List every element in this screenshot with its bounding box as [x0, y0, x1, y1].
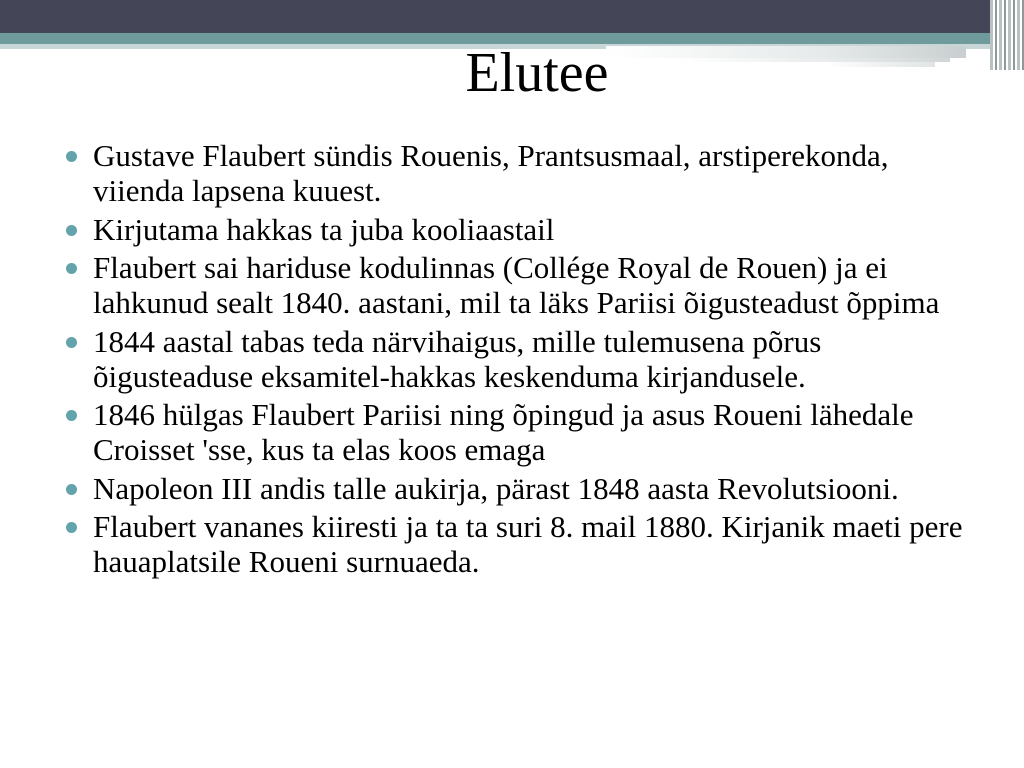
bullet-text: 1846 hülgas Flaubert Pariisi ning õpingud ja asus Roueni lähedale Croisset 'sse, kus ta elas koos emaga — [93, 397, 914, 467]
bullet-dot-icon — [66, 410, 77, 421]
bullet-item — [64, 212, 984, 247]
bullet-item — [64, 138, 984, 208]
bullet-text: Gustave Flaubert sündis Rouenis, Prantsusmaal, arstiperekonda, viienda lapsena kuuest. — [93, 138, 889, 208]
bullet-text: 1844 aastal tabas teda närvihaigus, mille tulemusena põrus õigusteaduse eksamitel-hakkas keskenduma kirjandusele. — [93, 323, 822, 394]
bullet-dot-icon — [66, 337, 77, 348]
bullet-item — [64, 324, 984, 394]
bullet-text: Flaubert vananes kiiresti ja ta ta suri 8. mail 1880. Kirjanik maeti pere hauaplatsile Roueni surnuaeda. — [93, 509, 963, 579]
bullet-item — [64, 397, 984, 467]
slide-title: Elutee — [465, 42, 609, 104]
bullet-item — [64, 509, 984, 579]
bullet-item — [64, 471, 984, 506]
bullet-dot-icon — [66, 484, 77, 495]
bullet-list — [64, 138, 984, 583]
bullet-text: Kirjutama hakkas ta juba kooliaastail — [93, 211, 555, 247]
bullet-text: Flaubert sai hariduse kodulinnas (Collége Royal de Rouen) ja ei lahkunud sealt 1840. aastani, mil ta läks Pariisi õigusteadust õppima — [93, 250, 940, 320]
bullet-dot-icon — [66, 522, 77, 533]
bullet-dot-icon — [66, 151, 77, 162]
bullet-text: Napoleon III andis talle aukirja, pärast 1848 aasta Revolutsiooni. — [93, 470, 899, 506]
bullet-dot-icon — [66, 225, 77, 236]
bullet-dot-icon — [66, 263, 77, 274]
header-dark-band — [0, 0, 1024, 33]
bullet-item — [64, 250, 984, 320]
